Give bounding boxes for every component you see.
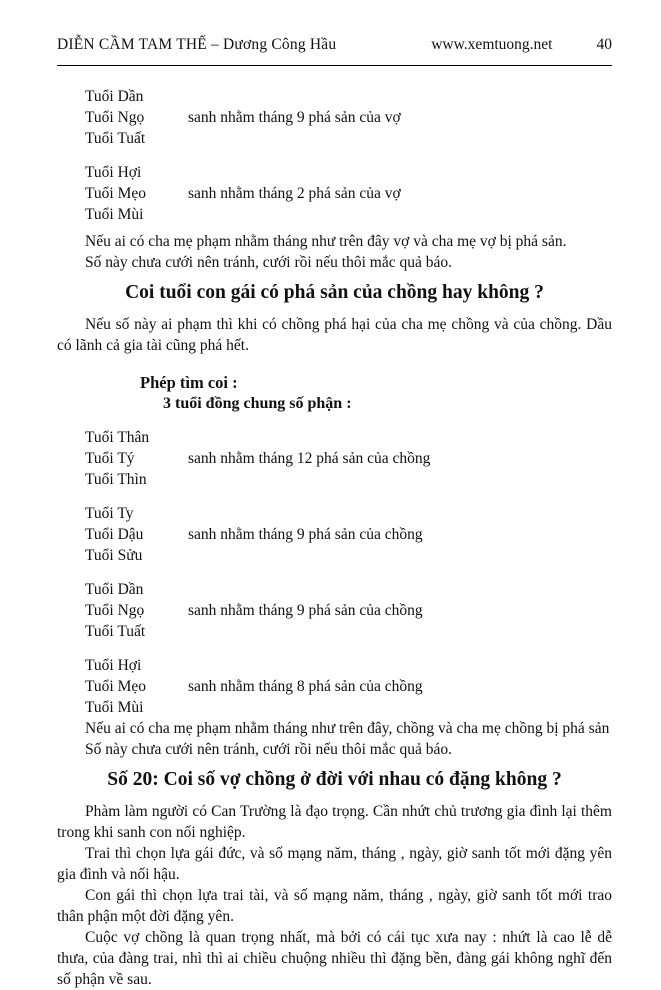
note-paragraph: Số này chưa cưới nên tránh, cưới rồi nếu thôi mắc quả báo.	[85, 741, 452, 758]
method-label: Phép tìm coi :	[140, 373, 238, 392]
age-label: Tuổi Ty	[85, 505, 134, 522]
section-heading: Số 20: Coi số vợ chồng ở đời với nhau có đặng không ?	[107, 769, 562, 790]
age-row	[85, 448, 612, 469]
website-url: www.xemtuong.net	[431, 36, 553, 53]
age-row	[85, 128, 612, 149]
age-label: Tuổi Thân	[85, 429, 150, 446]
age-row	[85, 162, 612, 183]
body-paragraph: Con gái thì chọn lựa trai tài, và số mạng năm, tháng , ngày, giờ sanh tốt mới trao thân phận một đời đặng yên.	[57, 887, 612, 925]
age-note: sanh nhằm tháng 2 phá sản của vợ	[188, 185, 401, 202]
age-group	[85, 579, 612, 642]
body-paragraph: Phàm làm người có Can Trường là đạo trọng. Cần nhứt chủ trương gia đình lại thêm trong khi sanh con nối nghiệp.	[57, 803, 612, 841]
age-row	[85, 107, 612, 128]
age-label: Tuổi Dần	[85, 88, 144, 105]
age-row	[85, 697, 612, 718]
age-label: Tuổi Mẹo	[85, 185, 147, 202]
age-row	[85, 86, 612, 107]
age-row	[85, 204, 612, 225]
age-row	[85, 524, 612, 545]
age-note: sanh nhằm tháng 8 phá sản của chồng	[188, 678, 423, 695]
age-label: Tuổi Ngọ	[85, 602, 145, 619]
age-group	[85, 162, 612, 225]
age-row	[85, 183, 612, 204]
age-row	[85, 621, 612, 642]
age-note: sanh nhằm tháng 9 phá sản của chồng	[188, 526, 423, 543]
body-paragraph: Trai thì chọn lựa gái đức, và số mạng năm, tháng , ngày, giờ sanh tốt mới đặng yên gia đình và nối hậu.	[57, 845, 612, 883]
body-paragraph: Nếu số này ai phạm thì khi có chồng phá hại của cha mẹ chồng và của chồng. Dầu có lãnh cả gia tài cũng phá hết.	[57, 316, 612, 354]
document-title: DIỄN CẦM TAM THẾ – Dương Công Hầu	[57, 36, 337, 53]
age-row	[85, 503, 612, 524]
age-label: Tuổi Mùi	[85, 699, 144, 716]
age-label: Tuổi Hợi	[85, 164, 142, 181]
page-number: 40	[596, 36, 612, 53]
age-label: Tuổi Hợi	[85, 657, 142, 674]
age-group	[85, 655, 612, 718]
age-row	[85, 655, 612, 676]
method-sublabel: 3 tuổi đồng chung số phận :	[163, 395, 352, 412]
age-label: Tuổi Tuất	[85, 130, 146, 147]
age-row	[85, 676, 612, 697]
age-label: Tuổi Dậu	[85, 526, 144, 543]
age-row	[85, 427, 612, 448]
page-header	[57, 34, 612, 66]
age-label: Tuổi Sửu	[85, 547, 143, 564]
age-label: Tuổi Ngọ	[85, 109, 145, 126]
body-paragraph: Cuộc vợ chồng là quan trọng nhất, mà bởi có cái tục xưa nay : nhứt là cao lễ dễ thưa, của đàng trai, nhì thì ai chiều chuộng nhiều thì đặng bền, đàng gái không nghĩ đến số phận về sau.	[57, 929, 612, 988]
age-note: sanh nhằm tháng 9 phá sản của chồng	[188, 602, 423, 619]
age-label: Tuổi Thìn	[85, 471, 147, 488]
age-row	[85, 600, 612, 621]
age-note: sanh nhằm tháng 12 phá sản của chồng	[188, 450, 431, 467]
age-label: Tuổi Mùi	[85, 206, 144, 223]
age-note: sanh nhằm tháng 9 phá sản của vợ	[188, 109, 401, 126]
note-paragraph: Nếu ai có cha mẹ phạm nhằm tháng như trên đây, chồng và cha mẹ chồng bị phá sản	[85, 720, 610, 737]
note-paragraph: Nếu ai có cha mẹ phạm nhằm tháng như trên đây vợ và cha mẹ vợ bị phá sản.	[85, 233, 567, 250]
age-row	[85, 545, 612, 566]
age-label: Tuổi Dần	[85, 581, 144, 598]
age-label: Tuổi Mẹo	[85, 678, 147, 695]
age-group	[85, 503, 612, 566]
age-group	[85, 427, 612, 490]
note-paragraph: Số này chưa cưới nên tránh, cưới rồi nếu thôi mắc quả báo.	[85, 254, 452, 271]
age-label: Tuổi Tuất	[85, 623, 146, 640]
age-group	[85, 86, 612, 149]
section-heading: Coi tuổi con gái có phá sản của chồng hay không ?	[125, 282, 544, 303]
age-row	[85, 579, 612, 600]
age-label: Tuổi Tý	[85, 450, 135, 467]
age-row	[85, 469, 612, 490]
